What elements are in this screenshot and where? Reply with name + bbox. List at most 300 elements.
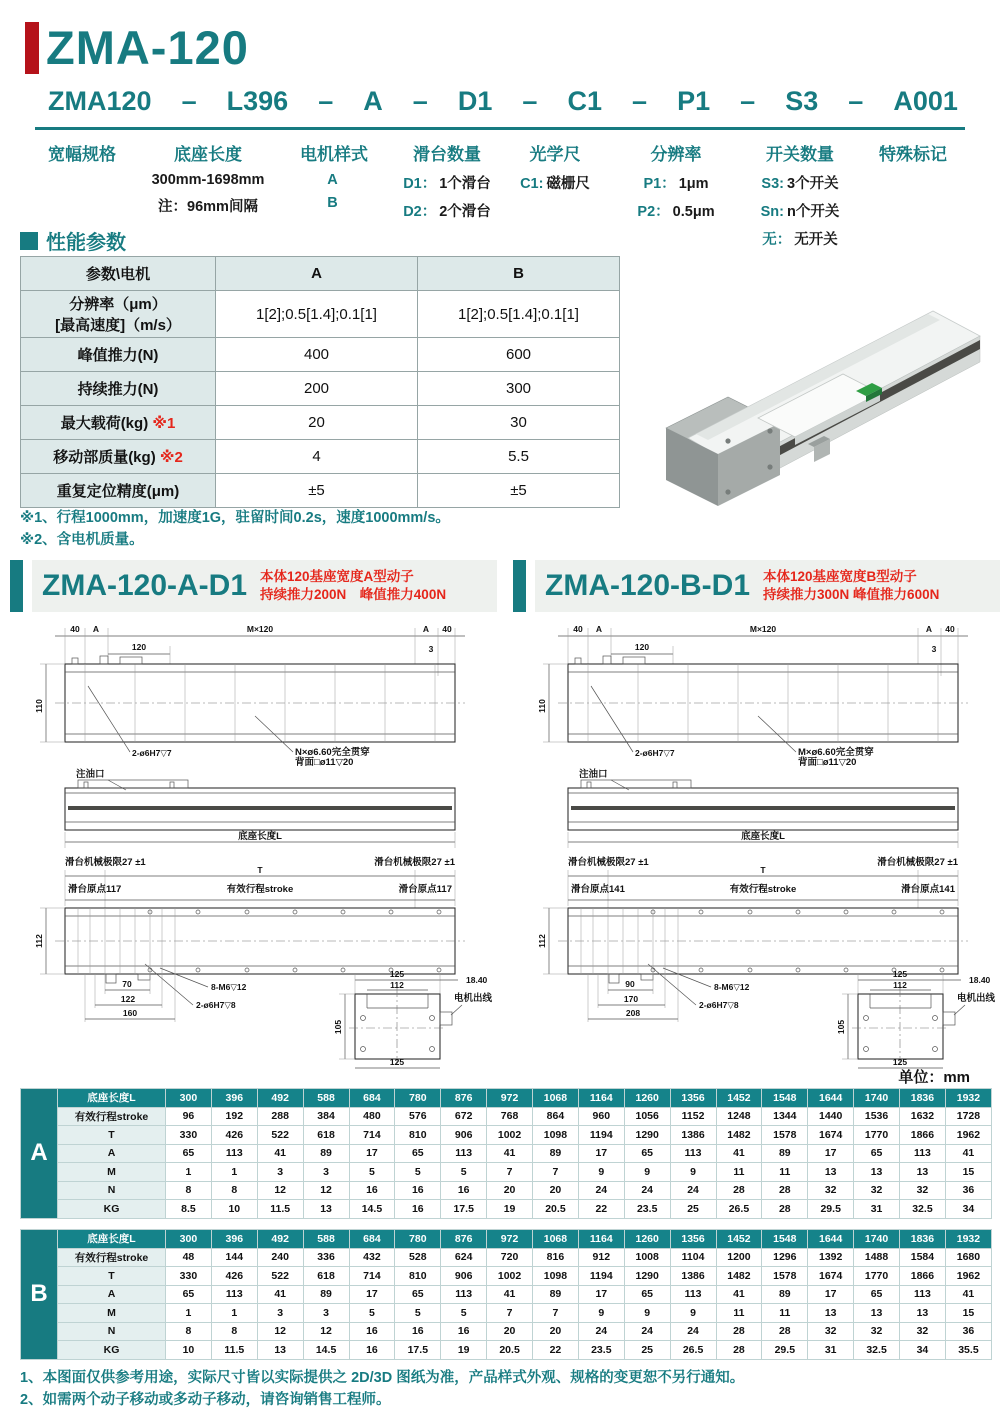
cell: 41 [716, 1144, 762, 1163]
cell: 618 [303, 1126, 349, 1145]
svg-text:40: 40 [70, 624, 80, 634]
cell: 11 [762, 1163, 808, 1182]
cell: 1[2];0.5[1.4];0.1[1] [216, 291, 418, 338]
cell: 426 [211, 1126, 257, 1145]
cell: 7 [533, 1304, 579, 1323]
svg-text:105: 105 [333, 1019, 343, 1035]
cell: 41 [487, 1144, 533, 1163]
table-row [21, 1144, 992, 1163]
cell: 1194 [578, 1126, 624, 1145]
column-header: 396 [211, 1230, 257, 1249]
legend-item [152, 195, 265, 216]
cell: 1482 [716, 1267, 762, 1286]
cell: 1728 [945, 1107, 991, 1126]
footnote-line: 1、本图面仅供参考用途，实际尺寸皆以实际提供之 2D/3D 图纸为准，产品样式外观、规格的变更恕不另行通知。 [20, 1370, 745, 1386]
svg-text:T: T [257, 865, 263, 875]
cell: 25 [670, 1200, 716, 1219]
model-code [48, 86, 958, 117]
legend-column [152, 140, 265, 216]
column-header: 1740 [854, 1230, 900, 1249]
svg-text:160: 160 [122, 1008, 138, 1018]
cell: 1866 [900, 1126, 946, 1145]
note-line: ※2、含电机质量。 [20, 531, 144, 548]
cell: 10 [166, 1341, 212, 1360]
cell: 22 [578, 1200, 624, 1219]
row-label: A [58, 1285, 166, 1304]
cell: 24 [670, 1181, 716, 1200]
cell: 13 [808, 1304, 854, 1323]
cell: 9 [578, 1304, 624, 1323]
svg-text:8-M6▽12: 8-M6▽12 [211, 982, 247, 992]
svg-text:110: 110 [34, 699, 44, 713]
legend-item-text: 磁栅尺 [546, 176, 590, 192]
row-label: 峰值推力(N) [21, 338, 216, 372]
cell: 1632 [900, 1107, 946, 1126]
cell: 624 [441, 1248, 487, 1267]
cell: 65 [854, 1285, 900, 1304]
table-row [21, 372, 620, 406]
cell: 12 [257, 1322, 303, 1341]
row-label: 有效行程stroke [58, 1107, 166, 1126]
legend-item [520, 172, 590, 193]
cell: 28 [716, 1341, 762, 1360]
svg-text:122: 122 [120, 994, 136, 1004]
column-header: 底座长度L [58, 1089, 166, 1108]
cell: 41 [487, 1285, 533, 1304]
legend-column [300, 140, 368, 211]
legend-item-code: D1： [403, 176, 437, 192]
cell: 24 [624, 1322, 670, 1341]
cell: 41 [257, 1144, 303, 1163]
row-label: M [58, 1304, 166, 1323]
cell: 1386 [670, 1126, 716, 1145]
cell: 1002 [487, 1126, 533, 1145]
row-label: A [58, 1144, 166, 1163]
cell: 17 [578, 1285, 624, 1304]
subtitle-line: 持续推力200N 峰值推力400N [260, 587, 447, 602]
column-header: 492 [257, 1230, 303, 1249]
column-header: 1260 [624, 1230, 670, 1249]
model-segment: L396 [226, 86, 289, 116]
cell: 810 [395, 1126, 441, 1145]
svg-text:滑台原点141: 滑台原点141 [571, 884, 625, 895]
svg-text:40: 40 [945, 624, 955, 634]
row-label: T [58, 1126, 166, 1145]
svg-text:110: 110 [537, 699, 547, 713]
cell: 1 [211, 1163, 257, 1182]
product-photo [628, 248, 1000, 520]
svg-text:125: 125 [389, 969, 405, 979]
drawing-subtitle [260, 568, 446, 603]
cell: 15 [945, 1304, 991, 1323]
cell: 41 [257, 1285, 303, 1304]
cell: 17 [349, 1144, 395, 1163]
table-row [21, 1322, 992, 1341]
cell: 768 [487, 1107, 533, 1126]
column-header: 1548 [762, 1230, 808, 1249]
legend-item-text: 1个滑台 [439, 176, 491, 192]
svg-text:A: A [925, 624, 933, 634]
cell: 1770 [854, 1267, 900, 1286]
teal-accent-bar [513, 560, 526, 612]
cell: 1536 [854, 1107, 900, 1126]
cell: 20.5 [487, 1341, 533, 1360]
cell: 16 [395, 1181, 441, 1200]
row-label [21, 406, 216, 440]
table-row [21, 1163, 992, 1182]
drawing-title: ZMA-120-A-D1 [42, 569, 248, 602]
cell: 19 [487, 1200, 533, 1219]
cell: 1290 [624, 1126, 670, 1145]
cell: 29.5 [762, 1341, 808, 1360]
divider-rule [35, 127, 965, 130]
legend-item-code: A [327, 172, 338, 188]
cell: 65 [624, 1144, 670, 1163]
technical-drawing [513, 616, 1000, 1079]
svg-text:70: 70 [122, 979, 132, 989]
cell: 25 [624, 1341, 670, 1360]
cell: 113 [670, 1144, 716, 1163]
column-header: 1644 [808, 1230, 854, 1249]
cell: ±5 [216, 474, 418, 508]
cell: 1488 [854, 1248, 900, 1267]
svg-text:18.40: 18.40 [466, 975, 488, 985]
legend-item [300, 195, 368, 211]
cell: 8.5 [166, 1200, 212, 1219]
cell: 12 [303, 1322, 349, 1341]
cell: 32 [854, 1322, 900, 1341]
cell: 1290 [624, 1267, 670, 1286]
cell: 1[2];0.5[1.4];0.1[1] [418, 291, 620, 338]
cell: 8 [166, 1181, 212, 1200]
page-header [25, 22, 249, 74]
row-label: 有效行程stroke [58, 1248, 166, 1267]
svg-text:120: 120 [131, 642, 147, 652]
cell: 816 [533, 1248, 579, 1267]
model-separator: – [318, 86, 334, 116]
svg-text:电机出线: 电机出线 [453, 993, 492, 1004]
row-label-text: [最高速度]（m/s） [55, 317, 181, 334]
cell: 31 [854, 1200, 900, 1219]
cell: 426 [211, 1267, 257, 1286]
cell: 1962 [945, 1126, 991, 1145]
column-header: 396 [211, 1089, 257, 1108]
model-segment: A [363, 86, 383, 116]
cell: 522 [257, 1267, 303, 1286]
column-header: 底座长度L [58, 1230, 166, 1249]
cell: 400 [216, 338, 418, 372]
cell: 5 [395, 1304, 441, 1323]
cell: 4 [216, 440, 418, 474]
column-header: 684 [349, 1089, 395, 1108]
row-label: KG [58, 1200, 166, 1219]
cell: 16 [395, 1200, 441, 1219]
cell: 16 [349, 1181, 395, 1200]
cell: 65 [395, 1144, 441, 1163]
svg-text:40: 40 [573, 624, 583, 634]
cell: 528 [395, 1248, 441, 1267]
cell: 20 [487, 1322, 533, 1341]
cell: 32 [900, 1181, 946, 1200]
cell: 36 [945, 1181, 991, 1200]
cell: 20 [533, 1322, 579, 1341]
cell: 113 [211, 1144, 257, 1163]
cell: 1344 [762, 1107, 808, 1126]
column-header: 972 [487, 1230, 533, 1249]
cell: 1674 [808, 1126, 854, 1145]
cell: 1866 [900, 1267, 946, 1286]
cell: 34 [945, 1200, 991, 1219]
cell: 9 [670, 1163, 716, 1182]
cell: 12 [303, 1181, 349, 1200]
table-group-label: A [21, 1089, 58, 1219]
cell: 330 [166, 1126, 212, 1145]
legend-item-text: 300mm-1698mm [151, 172, 265, 188]
legend-item-text: 3个开关 [787, 176, 839, 192]
legend-header: 开关数量 [766, 145, 834, 164]
cell: 522 [257, 1126, 303, 1145]
cell: 34 [900, 1341, 946, 1360]
cell: 24 [578, 1181, 624, 1200]
legend-item [761, 172, 840, 193]
svg-text:滑台机械极限27 ±1: 滑台机械极限27 ±1 [877, 857, 958, 868]
cell: 13 [854, 1304, 900, 1323]
footnotes [20, 1368, 980, 1412]
cell: 17 [808, 1285, 854, 1304]
cell: 26.5 [716, 1200, 762, 1219]
cell: 5 [441, 1163, 487, 1182]
cell: 1 [166, 1163, 212, 1182]
cell: 13 [900, 1304, 946, 1323]
cell: 14.5 [303, 1341, 349, 1360]
cell: 1440 [808, 1107, 854, 1126]
cell: 12 [257, 1181, 303, 1200]
cell: 3 [257, 1304, 303, 1323]
cell: 89 [303, 1285, 349, 1304]
svg-text:滑台原点117: 滑台原点117 [68, 884, 122, 895]
cell: 32.5 [900, 1200, 946, 1219]
footnote-mark: ※1 [152, 415, 176, 432]
technical-drawing [10, 616, 497, 1079]
cell: 618 [303, 1267, 349, 1286]
table-row [21, 1248, 992, 1267]
cell: 89 [762, 1144, 808, 1163]
cell: 10 [211, 1200, 257, 1219]
cell: 11.5 [211, 1341, 257, 1360]
legend-column [761, 140, 840, 249]
svg-text:112: 112 [893, 980, 907, 990]
cell: 1 [211, 1304, 257, 1323]
model-separator: – [181, 86, 197, 116]
cell: 1680 [945, 1248, 991, 1267]
cell: 7 [533, 1163, 579, 1182]
drawing-section-a [10, 560, 497, 1079]
column-header: 1164 [578, 1230, 624, 1249]
row-label: KG [58, 1341, 166, 1360]
cell: 65 [166, 1285, 212, 1304]
svg-text:125: 125 [389, 1057, 405, 1067]
cell: 13 [257, 1341, 303, 1360]
cell: 65 [166, 1144, 212, 1163]
legend-item-text: 无开关 [794, 232, 838, 248]
column-header: 1452 [716, 1230, 762, 1249]
cell: 32.5 [854, 1341, 900, 1360]
table-row [21, 474, 620, 508]
svg-text:M×120: M×120 [749, 624, 777, 634]
svg-text:注油口: 注油口 [579, 769, 608, 780]
cell: 7 [487, 1304, 533, 1323]
cell: 13 [854, 1163, 900, 1182]
cell: 1386 [670, 1267, 716, 1286]
table-group-label: B [21, 1230, 58, 1360]
legend-item [761, 200, 840, 221]
cell: 29.5 [808, 1200, 854, 1219]
cell: 16 [395, 1322, 441, 1341]
cell: 5 [349, 1163, 395, 1182]
table-row [21, 1107, 992, 1126]
cell: 11 [762, 1304, 808, 1323]
cell: 5 [349, 1304, 395, 1323]
cell: 41 [716, 1285, 762, 1304]
legend-item [761, 228, 840, 249]
cell: 912 [578, 1248, 624, 1267]
model-segment: C1 [567, 86, 602, 116]
cell: 1056 [624, 1107, 670, 1126]
legend-item [637, 172, 714, 193]
cell: 1002 [487, 1267, 533, 1286]
cell: 8 [166, 1322, 212, 1341]
subtitle-line: 本体120基座宽度A型动子 [260, 569, 414, 585]
cell: 28 [762, 1322, 808, 1341]
cell: 65 [624, 1285, 670, 1304]
cell: 336 [303, 1248, 349, 1267]
drawing-header-body [32, 560, 497, 612]
svg-text:112: 112 [390, 980, 404, 990]
unit-label: 单位：mm [898, 1069, 970, 1086]
cell: 1962 [945, 1267, 991, 1286]
legend-column [48, 140, 116, 171]
row-label: M [58, 1163, 166, 1182]
svg-text:3: 3 [931, 644, 937, 654]
table-row [21, 1181, 992, 1200]
legend-header: 滑台数量 [413, 145, 481, 164]
model-separator: – [740, 86, 756, 116]
cell: 11 [716, 1304, 762, 1323]
cell: 16 [441, 1322, 487, 1341]
legend-item-text: 0.5μm [672, 204, 715, 220]
column-header: 588 [303, 1230, 349, 1249]
cell: 113 [670, 1285, 716, 1304]
row-label: T [58, 1267, 166, 1286]
cell: 35.5 [945, 1341, 991, 1360]
svg-text:3: 3 [428, 644, 434, 654]
row-label [21, 440, 216, 474]
cell: 672 [441, 1107, 487, 1126]
model-segment: A001 [893, 86, 958, 116]
cell: 28 [716, 1181, 762, 1200]
svg-text:A: A [92, 624, 100, 634]
table-row [21, 1304, 992, 1323]
cell: 864 [533, 1107, 579, 1126]
cell: 26.5 [670, 1341, 716, 1360]
model-separator: – [848, 86, 864, 116]
drawing-header-body [535, 560, 1000, 612]
row-label [21, 291, 216, 338]
cell: 16 [441, 1181, 487, 1200]
cell: 714 [349, 1126, 395, 1145]
cell: 720 [487, 1248, 533, 1267]
table-row [21, 1285, 992, 1304]
footnote-line: 2、如需两个动子移动或多动子移动，请咨询销售工程师。 [20, 1391, 391, 1408]
legend-header: 特殊标记 [879, 145, 947, 164]
svg-text:90: 90 [625, 979, 635, 989]
model-separator: – [522, 86, 538, 116]
svg-text:2-ø6H7▽7: 2-ø6H7▽7 [132, 748, 172, 758]
legend-header: 电机样式 [300, 145, 368, 164]
cell: 1578 [762, 1267, 808, 1286]
cell: 28 [762, 1200, 808, 1219]
svg-text:170: 170 [623, 994, 639, 1004]
cell: 7 [487, 1163, 533, 1182]
table-header-row [21, 1230, 992, 1249]
size-table-a-wrap [20, 1088, 992, 1219]
legend-header: 宽幅规格 [48, 145, 116, 164]
model-segment: S3 [785, 86, 819, 116]
cell: 1104 [670, 1248, 716, 1267]
note-line: ※1、行程1000mm，加速度1G，驻留时间0.2s，速度1000mm/s。 [20, 510, 450, 526]
svg-text:120: 120 [634, 642, 650, 652]
cell: 19 [441, 1341, 487, 1360]
svg-text:40: 40 [442, 624, 452, 634]
column-header: 588 [303, 1089, 349, 1108]
svg-text:N×ø6.60完全贯穿: N×ø6.60完全贯穿 [295, 747, 370, 758]
cell: 1098 [533, 1126, 579, 1145]
cell: 23.5 [624, 1200, 670, 1219]
cell: 17 [808, 1144, 854, 1163]
legend-item [403, 200, 491, 221]
cell: 17.5 [395, 1341, 441, 1360]
cell: 89 [762, 1285, 808, 1304]
drawing-section-header [513, 560, 1000, 612]
column-header: 876 [441, 1089, 487, 1108]
performance-section-title [20, 226, 126, 255]
legend-item-code: Sn: [760, 204, 784, 220]
cell: 89 [303, 1144, 349, 1163]
svg-text:2-ø6H7▽8: 2-ø6H7▽8 [699, 1000, 739, 1010]
section-title-text: 性能参数 [46, 232, 126, 254]
column-header: 1260 [624, 1089, 670, 1108]
cell: 600 [418, 338, 620, 372]
cell: 810 [395, 1267, 441, 1286]
cell: 22 [533, 1341, 579, 1360]
cell: 1584 [900, 1248, 946, 1267]
model-segment: ZMA120 [48, 86, 152, 116]
legend-item [152, 172, 265, 188]
svg-text:背面□ø11▽20: 背面□ø11▽20 [295, 757, 354, 768]
cell: 113 [900, 1285, 946, 1304]
cell: 3 [257, 1163, 303, 1182]
legend-item-code: P1： [643, 176, 676, 192]
size-table-a [20, 1088, 992, 1219]
svg-text:2-ø6H7▽8: 2-ø6H7▽8 [196, 1000, 236, 1010]
header-cell: 参数\电机 [21, 257, 216, 291]
cell: 13 [808, 1163, 854, 1182]
row-label-text: 分辨率（μm） [69, 296, 167, 313]
cell: 96 [166, 1107, 212, 1126]
cell: 714 [349, 1267, 395, 1286]
page-title: ZMA-120 [46, 21, 249, 74]
cell: 113 [211, 1285, 257, 1304]
